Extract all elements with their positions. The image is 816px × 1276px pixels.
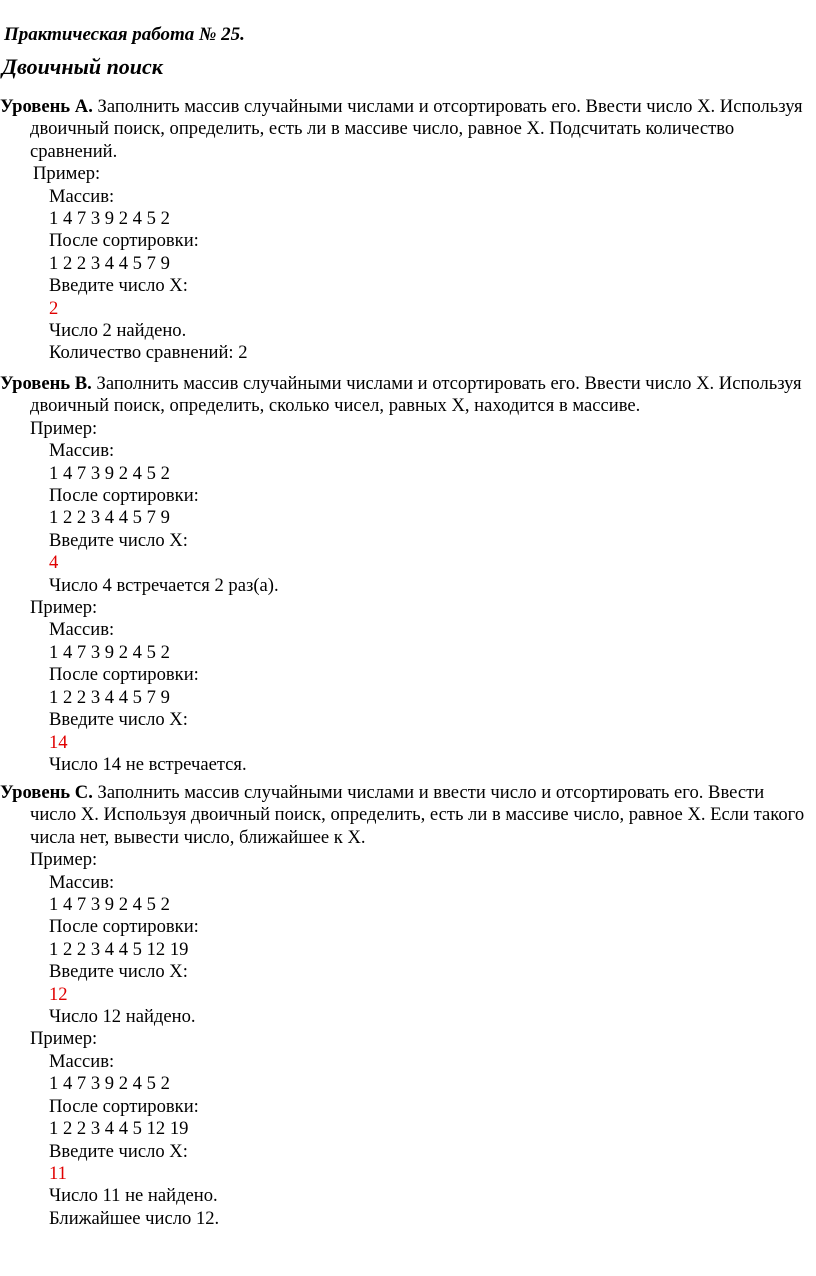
sorted-label: После сортировки: bbox=[49, 1095, 199, 1117]
result-line: Число 2 найдено. bbox=[49, 320, 187, 342]
level-b-section bbox=[0, 373, 810, 776]
sorted-label: После сортировки: bbox=[49, 664, 199, 686]
input-value: 12 bbox=[49, 983, 68, 1005]
array-values: 1 4 7 3 9 2 4 5 2 bbox=[49, 1073, 170, 1095]
example-label: Пример: bbox=[30, 1028, 98, 1050]
input-prompt: Введите число Х: bbox=[49, 275, 188, 297]
example-label: Пример: bbox=[30, 849, 98, 871]
document-subtitle: Двоичный поиск bbox=[2, 54, 163, 79]
result-line: Ближайшее число 12. bbox=[49, 1207, 220, 1229]
sorted-values: 1 2 2 3 4 4 5 12 19 bbox=[49, 1118, 189, 1140]
input-value: 14 bbox=[49, 731, 68, 753]
sorted-label: После сортировки: bbox=[49, 916, 199, 938]
result-line: Число 12 найдено. bbox=[49, 1006, 196, 1028]
input-prompt: Введите число Х: bbox=[49, 529, 188, 551]
level-a-text: Заполнить массив случайными числами и отсортировать его. Ввести число Х. Используя двоичный поиск, определить, есть ли в массиве число, равное Х. Подсчитать количество сравнений. bbox=[30, 96, 803, 162]
input-prompt: Введите число Х: bbox=[49, 1140, 188, 1162]
level-b-label: Уровень B. bbox=[0, 373, 92, 394]
array-label: Массив: bbox=[49, 440, 115, 462]
level-c-task bbox=[0, 782, 810, 849]
input-value: 2 bbox=[49, 297, 59, 319]
level-c-text: Заполнить массив случайными числами и ввести число и отсортировать его. Ввести число Х. Используя двоичный поиск, определить, есть ли в массиве число, равное Х. Если такого числа нет, вывести число, ближайшее к Х. bbox=[30, 782, 805, 848]
level-a-label: Уровень А. bbox=[0, 96, 93, 117]
sorted-values: 1 2 2 3 4 4 5 7 9 bbox=[49, 252, 170, 274]
sorted-values: 1 2 2 3 4 4 5 7 9 bbox=[49, 507, 170, 529]
example-block bbox=[0, 1051, 810, 1230]
example-block bbox=[0, 872, 810, 1029]
example-block bbox=[0, 619, 810, 776]
array-label: Массив: bbox=[49, 871, 115, 893]
input-prompt: Введите число Х: bbox=[49, 709, 188, 731]
result-line: Количество сравнений: 2 bbox=[49, 342, 248, 364]
document-title: Практическая работа № 25. bbox=[4, 24, 245, 45]
level-c-label: Уровень C. bbox=[0, 782, 93, 803]
example-label: Пример: bbox=[33, 163, 101, 185]
result-line: Число 14 не встречается. bbox=[49, 753, 247, 775]
level-b-text: Заполнить массив случайными числами и отсортировать его. Ввести число Х. Используя двоичный поиск, определить, сколько чисел, равных Х, находится в массиве. bbox=[30, 373, 802, 417]
level-b-task bbox=[0, 373, 810, 418]
sorted-label: После сортировки: bbox=[49, 485, 199, 507]
level-a-task bbox=[0, 96, 810, 163]
array-values: 1 4 7 3 9 2 4 5 2 bbox=[49, 462, 170, 484]
level-c-section bbox=[0, 782, 810, 1230]
sorted-values: 1 2 2 3 4 4 5 7 9 bbox=[49, 686, 170, 708]
example-label: Пример: bbox=[30, 417, 98, 439]
array-label: Массив: bbox=[49, 185, 115, 207]
sorted-values: 1 2 2 3 4 4 5 12 19 bbox=[49, 938, 189, 960]
sorted-label: После сортировки: bbox=[49, 230, 199, 252]
array-values: 1 4 7 3 9 2 4 5 2 bbox=[49, 641, 170, 663]
example-block bbox=[0, 440, 810, 597]
array-values: 1 4 7 3 9 2 4 5 2 bbox=[49, 894, 170, 916]
result-line: Число 11 не найдено. bbox=[49, 1185, 218, 1207]
array-values: 1 4 7 3 9 2 4 5 2 bbox=[49, 208, 170, 230]
array-label: Массив: bbox=[49, 619, 115, 641]
input-prompt: Введите число Х: bbox=[49, 961, 188, 983]
array-label: Массив: bbox=[49, 1050, 115, 1072]
level-a-section bbox=[0, 96, 810, 365]
input-value: 4 bbox=[49, 552, 59, 574]
result-line: Число 4 встречается 2 раз(а). bbox=[49, 574, 279, 596]
example-label: Пример: bbox=[30, 597, 98, 619]
example-block bbox=[0, 186, 810, 365]
input-value: 11 bbox=[49, 1162, 67, 1184]
